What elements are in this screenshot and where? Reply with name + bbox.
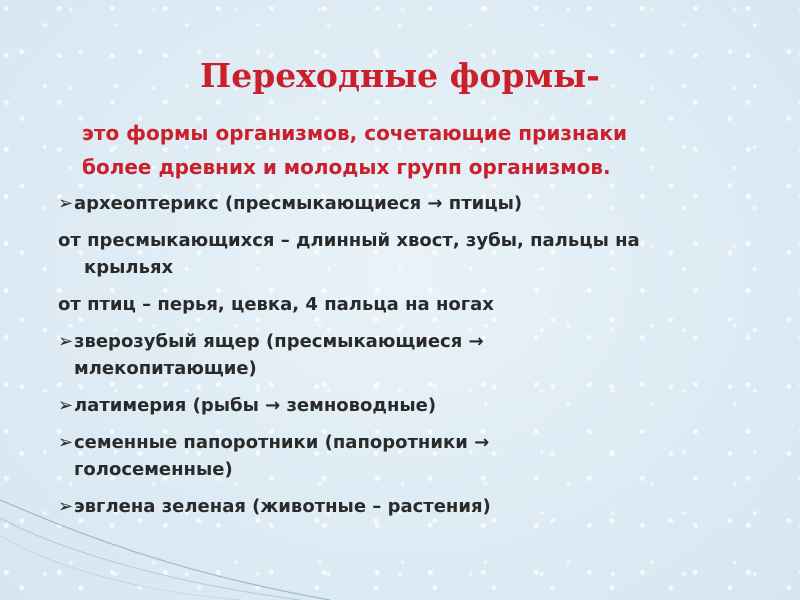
arrow-bullet-icon: ➢ bbox=[58, 331, 74, 352]
content-list bbox=[58, 190, 758, 520]
list-item-text: крыльях bbox=[84, 257, 174, 278]
list-item bbox=[58, 190, 758, 217]
slide-title: Переходные формы- bbox=[200, 56, 600, 95]
arrow-bullet-icon: ➢ bbox=[58, 395, 74, 416]
list-item bbox=[58, 493, 758, 520]
arrow-bullet-icon: ➢ bbox=[58, 496, 74, 517]
list-item-text: от птиц – перья, цевка, 4 пальца на ногах bbox=[58, 294, 494, 315]
list-item-text: зверозубый ящер (пресмыкающиеся → bbox=[74, 331, 484, 352]
list-item bbox=[58, 328, 758, 382]
list-item-text: эвглена зеленая (животные – растения) bbox=[74, 496, 491, 517]
list-item-text: семенные папоротники (папоротники → bbox=[74, 432, 490, 453]
arrow-bullet-icon: ➢ bbox=[58, 432, 74, 453]
definition-line: более древних и молодых групп организмов. bbox=[82, 155, 611, 179]
arrow-bullet-icon: ➢ bbox=[58, 193, 74, 214]
list-item-text: латимерия (рыбы → земноводные) bbox=[74, 395, 437, 416]
definition-line: это формы организмов, сочетающие признаки bbox=[82, 121, 627, 145]
list-item-text: голосеменные) bbox=[74, 459, 233, 480]
list-item bbox=[58, 227, 758, 281]
list-item-text: млекопитающие) bbox=[74, 358, 257, 379]
list-item bbox=[58, 429, 758, 483]
list-item-text: от пресмыкающихся – длинный хвост, зубы, пальцы на bbox=[58, 230, 640, 251]
list-item bbox=[58, 291, 758, 318]
list-item bbox=[58, 392, 758, 419]
list-item-text: археоптерикс (пресмыкающиеся → птицы) bbox=[74, 193, 523, 214]
definition-text bbox=[82, 116, 782, 184]
